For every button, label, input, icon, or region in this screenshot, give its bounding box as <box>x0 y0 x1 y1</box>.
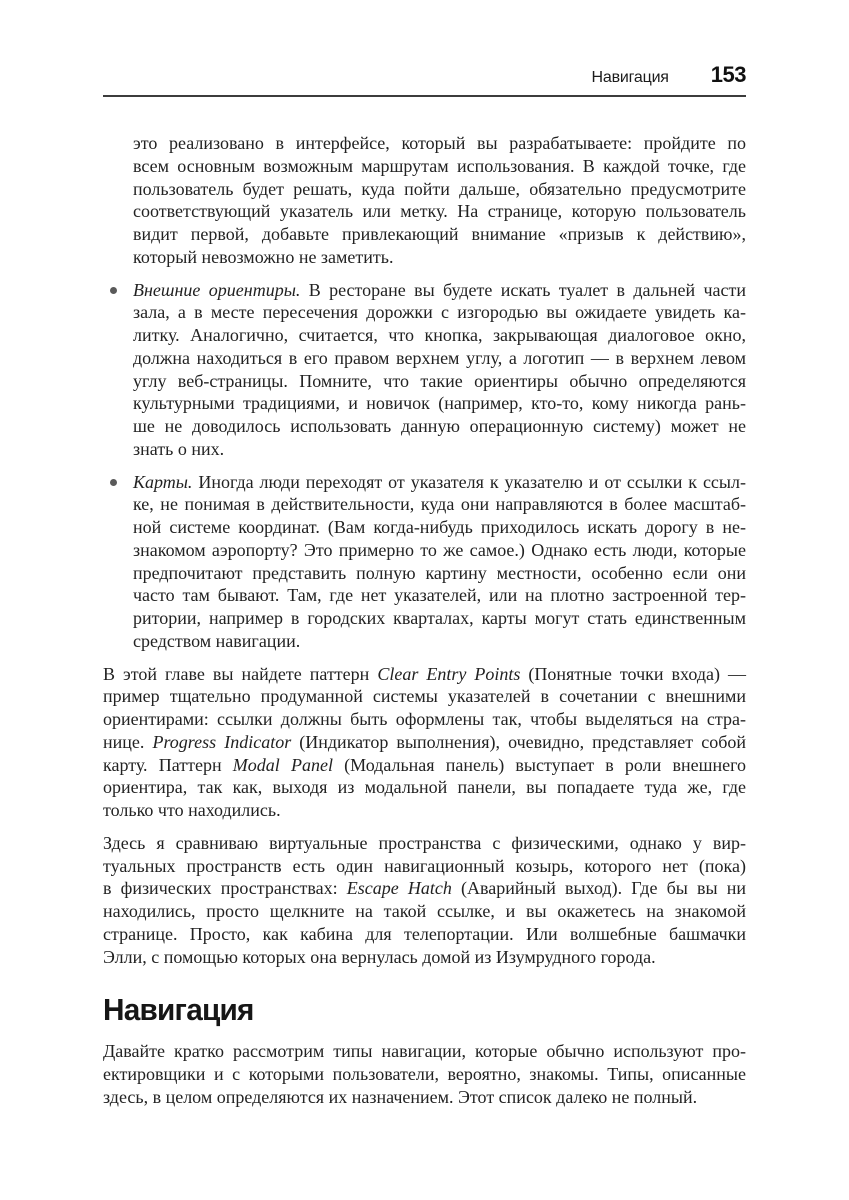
text-line: предпочитают представить полную картину местности, особенно если они <box>133 562 746 583</box>
text-line: нице. Progress Indicator (Индикатор выполнения), очевидно, представляет собой <box>103 731 746 752</box>
text-line: должна находиться в его правом верхнем углу, а логотип — в верхнем левом <box>133 347 746 368</box>
text-line: ориентира, так как, выходя из модальной панели, вы попадаете туда же, где <box>103 777 746 798</box>
text-line: видит первой, добавьте привлекающий внимание «призыв к действию», <box>133 224 746 244</box>
bullet-dot-icon <box>110 479 117 486</box>
text-line: углу веб-страницы. Помните, что такие ориентиры обычно определяются <box>133 370 746 391</box>
text-line: Карты. Иногда люди переходят от указателя к указателю и от ссылки к ссыл- <box>133 471 746 492</box>
text-line: Здесь я сравниваю виртуальные пространства с физическими, однако у вир- <box>103 832 746 853</box>
running-header <box>103 0 746 88</box>
text-line: знакомом аэропорту? Это примерно то же самое.) Однако есть люди, которые <box>133 539 746 560</box>
text-line: ектировщики и с которыми пользователи, вероятно, знакомы. Типы, описанные <box>103 1064 746 1084</box>
text-line: это реализовано в интерфейсе, который вы разрабатываете: пройдите по <box>133 133 746 153</box>
text-line: В этой главе вы найдете паттерн Clear Entry Points (Понятные точки входа) — <box>103 663 746 684</box>
running-title: Навигация <box>591 69 669 86</box>
page-content <box>103 132 746 1109</box>
bullet-text <box>133 471 746 653</box>
text-line: ке, не понимая в действительности, куда они направляются в более масштаб- <box>133 494 746 515</box>
bullet-item <box>103 471 746 653</box>
text-line: ной системе координат. (Вам когда-нибудь приходилось искать дорогу в не- <box>133 517 746 537</box>
page-number: 153 <box>710 62 746 87</box>
text-line: ориентирами: ссылки должны быть оформлены так, чтобы выделяться на стра- <box>103 709 746 729</box>
paragraph <box>103 132 746 269</box>
text-column <box>103 0 746 1109</box>
section-heading: Навигация <box>103 992 254 1028</box>
text-line: соответствующий указатель или метку. На странице, которую пользователь <box>133 201 746 222</box>
header-rule <box>103 95 746 97</box>
paragraph <box>103 663 746 822</box>
text-line: средством навигации. <box>133 630 301 651</box>
paragraph <box>103 832 746 969</box>
text-line: пример тщательно продуманной системы указателей в сочетании с внешними <box>103 686 746 707</box>
text-line: часто там бывают. Там, где нет указателей, или на плотно застроенной тер- <box>133 585 746 606</box>
bullet-dot-icon <box>110 287 117 294</box>
text-line: ритории, например в городских кварталах, карты могут стать единственным <box>133 608 746 628</box>
text-line: Элли, с помощью которых она вернулась домой из Изумрудного города. <box>103 946 656 967</box>
text-line: Внешние ориентиры. В ресторане вы будете искать туалет в дальней части <box>133 279 746 300</box>
text-line: культурными традициями, и новичок (например, кто-то, кому никогда рань- <box>133 393 746 414</box>
paragraph <box>103 1040 746 1108</box>
text-line: в физических пространствах: Escape Hatch (Аварийный выход). Где бы вы ни <box>103 878 747 899</box>
text-line: туальных пространств есть один навигационный козырь, которого нет (пока) <box>103 855 746 876</box>
bullet-text <box>133 279 746 461</box>
text-line: Давайте кратко рассмотрим типы навигации, которые обычно используют про- <box>103 1041 746 1062</box>
text-line: который невозможно не заметить. <box>133 246 394 267</box>
text-line: карту. Паттерн Modal Panel (Модальная панель) выступает в роли внешнего <box>103 754 747 775</box>
text-line: здесь, в целом определяются их назначением. Этот список далеко не полный. <box>103 1086 698 1107</box>
bullet-item <box>103 279 746 461</box>
text-line: только что находились. <box>103 800 281 820</box>
text-line: ше не доводилось использовать данную операционную систему) может не <box>133 416 746 436</box>
text-line: литку. Аналогично, считается, что кнопка, закрывающая диалоговое окно, <box>133 325 746 345</box>
text-line: пользователь будет решать, куда пойти дальше, обязательно предусмотрите <box>133 178 746 199</box>
text-line: зала, а в месте пересечения дорожки с изгородью вы ожидаете увидеть ка- <box>133 302 746 323</box>
text-line: странице. Просто, как кабина для телепортации. Или волшебные башмачки <box>103 923 746 944</box>
text-line: находились, просто щелкните на такой ссылке, и вы окажетесь на знакомой <box>103 901 746 921</box>
text-line: всем основным возможным маршрутам использования. В каждой точке, где <box>133 155 746 176</box>
text-line: знать о них. <box>133 438 225 459</box>
